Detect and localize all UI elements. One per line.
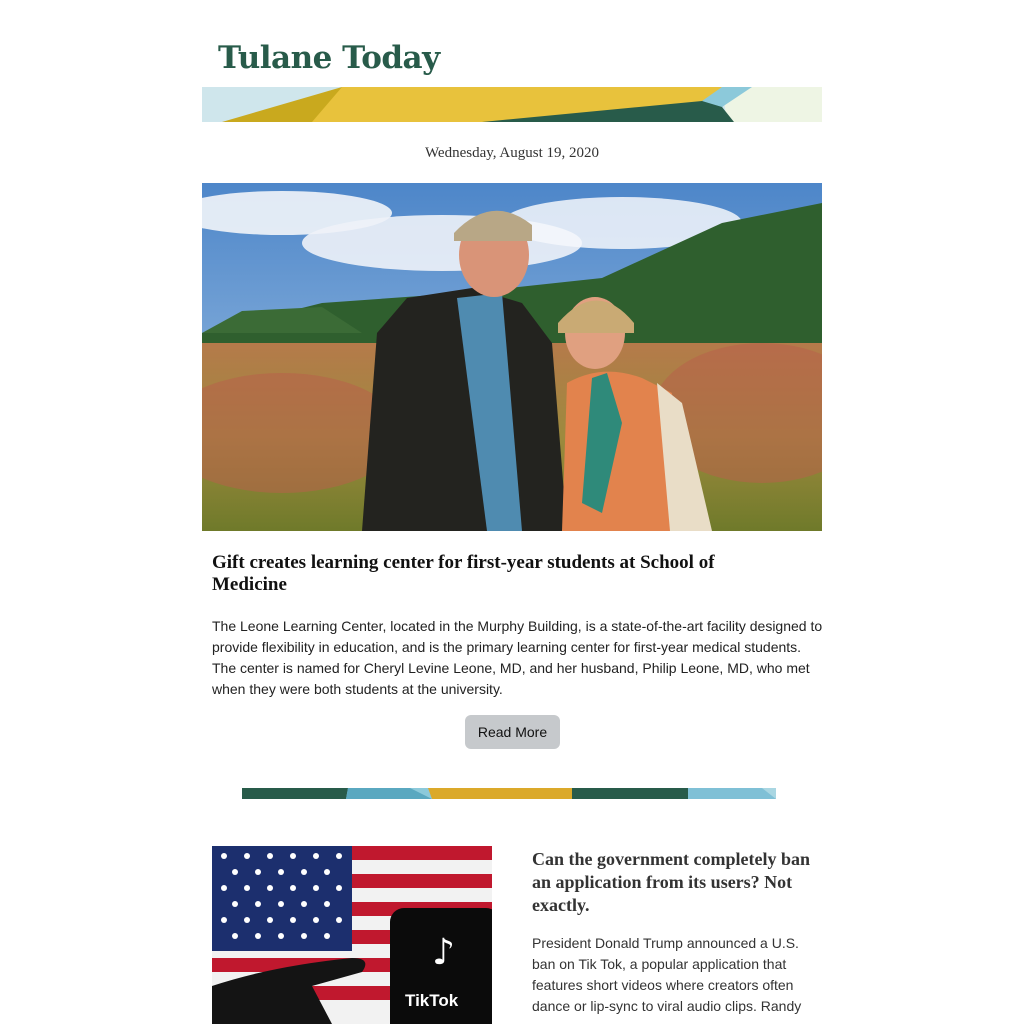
story-headline[interactable]: Can the government completely ban an application from its users? Not exactly. [532,849,810,915]
feature-image[interactable] [202,183,822,531]
newsletter-title: Tulane Today [218,40,440,76]
tiktok-logo-text: TikTok [405,991,459,1010]
feature-summary: The Leone Learning Center, located in the Murphy Building, is a state-of-the-art facility designed to provide flexibility in education, and is the primary learning center for first-year medical students. The center is named for Cheryl Levine Leone, MD, and her husband, Philip Leone, MD, who met when they were both students at the university. [212,618,823,697]
story-summary: President Donald Trump announced a U.S. ban on Tik Tok, a popular application that features short videos where creators often dance or lip-sync to viral audio clips. Randy [532,935,802,1014]
section-divider [242,788,776,799]
issue-date: Wednesday, August 19, 2020 [424,145,600,161]
header-banner-graphic [202,87,822,122]
feature-headline[interactable]: Gift creates learning center for first-year students at School of Medicine [212,552,715,595]
svg-text:♪: ♪ [432,932,455,973]
story-image[interactable] [212,846,492,1024]
read-more-button[interactable]: Read More [465,715,560,749]
